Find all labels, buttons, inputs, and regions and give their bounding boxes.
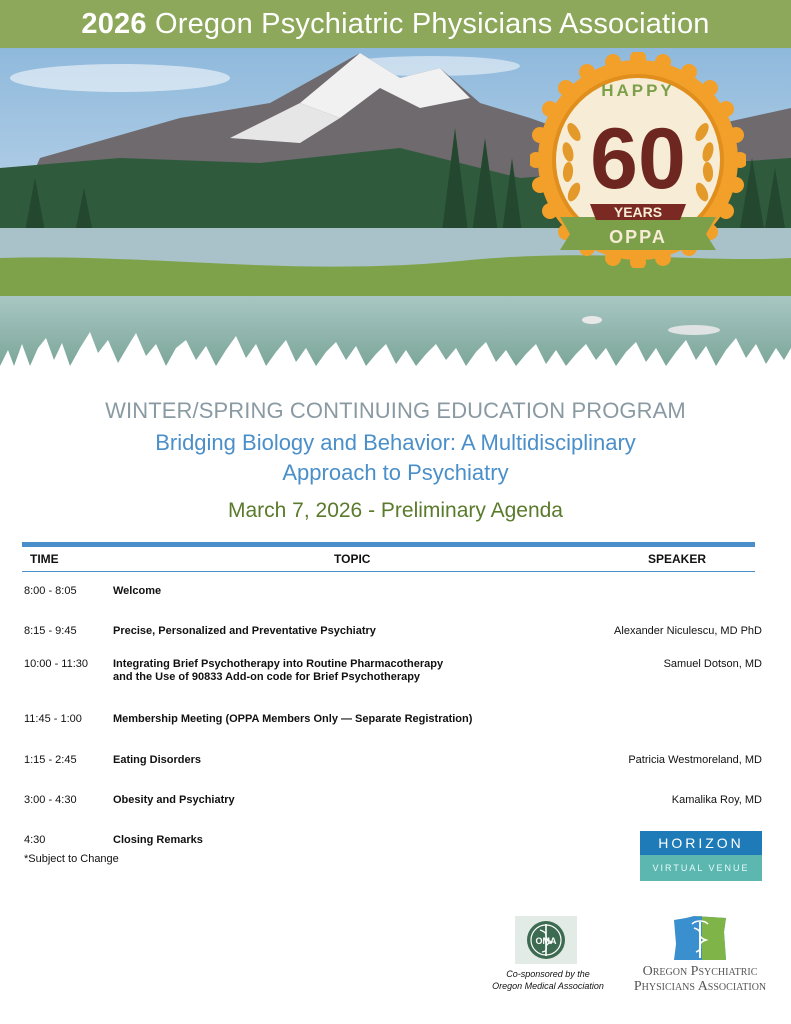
program-subtitle bbox=[80, 428, 711, 488]
agenda-topic: Membership Meeting (OPPA Members Only — Separate Registration) bbox=[113, 713, 473, 725]
table-header-rule bbox=[22, 571, 755, 572]
oppa-name-text bbox=[620, 964, 780, 994]
agenda-time: 3:00 - 4:30 bbox=[24, 794, 77, 806]
column-header-speaker: SPEAKER bbox=[648, 552, 707, 566]
header-year: 2026 bbox=[81, 7, 147, 40]
header-banner bbox=[0, 0, 791, 48]
anniversary-badge bbox=[530, 52, 746, 268]
table-top-rule bbox=[22, 542, 755, 547]
program-subtitle-line1: Bridging Biology and Behavior: A Multidisciplinary bbox=[155, 430, 636, 455]
agenda-time: 4:30 bbox=[24, 834, 46, 846]
agenda-speaker: Alexander Niculescu, MD PhD bbox=[614, 625, 762, 637]
agenda-topic: Precise, Personalized and Preventative Psychiatry bbox=[113, 625, 376, 637]
subject-to-change-note: *Subject to Change bbox=[24, 853, 119, 865]
agenda-time: 8:00 - 8:05 bbox=[24, 585, 77, 597]
cosponsor-text bbox=[478, 968, 618, 992]
header-title bbox=[81, 8, 709, 41]
badge-number-text: 60 bbox=[590, 111, 686, 207]
agenda-time: 8:15 - 9:45 bbox=[24, 625, 77, 637]
agenda-topic: Welcome bbox=[113, 585, 162, 597]
agenda-topic: Closing Remarks bbox=[113, 834, 203, 846]
horizon-subtitle: VIRTUAL VENUE bbox=[640, 855, 762, 881]
agenda-date: March 7, 2026 - Preliminary Agenda bbox=[227, 499, 563, 522]
badge-years-text: YEARS bbox=[613, 204, 663, 220]
horizon-title: HORIZON bbox=[640, 831, 762, 855]
cosponsor-line1: Co-sponsored by the bbox=[506, 969, 590, 979]
agenda-speaker: Patricia Westmoreland, MD bbox=[628, 754, 762, 766]
program-title: WINTER/SPRING CONTINUING EDUCATION PROGRAM bbox=[105, 398, 686, 423]
header-org: Oregon Psychiatric Physicians Association bbox=[154, 7, 710, 40]
agenda-time: 10:00 - 11:30 bbox=[24, 658, 89, 670]
column-header-time: TIME bbox=[30, 552, 59, 566]
agenda-time: 1:15 - 2:45 bbox=[24, 754, 77, 766]
badge-org-text: OPPA bbox=[609, 227, 667, 247]
oppa-name-line2: Physicians Association bbox=[633, 979, 767, 994]
agenda-topic: Integrating Brief Psychotherapy into Routine Pharmacotherapy and the Use of 90833 Add-on code for Brief Psychotherapy bbox=[113, 658, 444, 683]
badge-happy-text: HAPPY bbox=[601, 81, 675, 100]
oma-abbrev: OMA bbox=[535, 936, 557, 946]
horizon-virtual-venue-logo bbox=[640, 831, 762, 881]
cosponsor-line2: Oregon Medical Association bbox=[492, 981, 604, 991]
agenda-time: 11:45 - 1:00 bbox=[24, 713, 82, 725]
oppa-name-line1: Oregon Psychiatric bbox=[642, 964, 758, 979]
agenda-topic: Obesity and Psychiatry bbox=[113, 794, 235, 806]
program-subtitle-line2: Approach to Psychiatry bbox=[282, 460, 509, 485]
agenda-speaker: Kamalika Roy, MD bbox=[671, 794, 762, 806]
oma-logo bbox=[515, 916, 577, 964]
oppa-state-logo bbox=[672, 914, 728, 964]
agenda-speaker: Samuel Dotson, MD bbox=[663, 658, 762, 670]
column-header-topic: TOPIC bbox=[334, 552, 371, 566]
agenda-topic: Eating Disorders bbox=[113, 754, 202, 766]
